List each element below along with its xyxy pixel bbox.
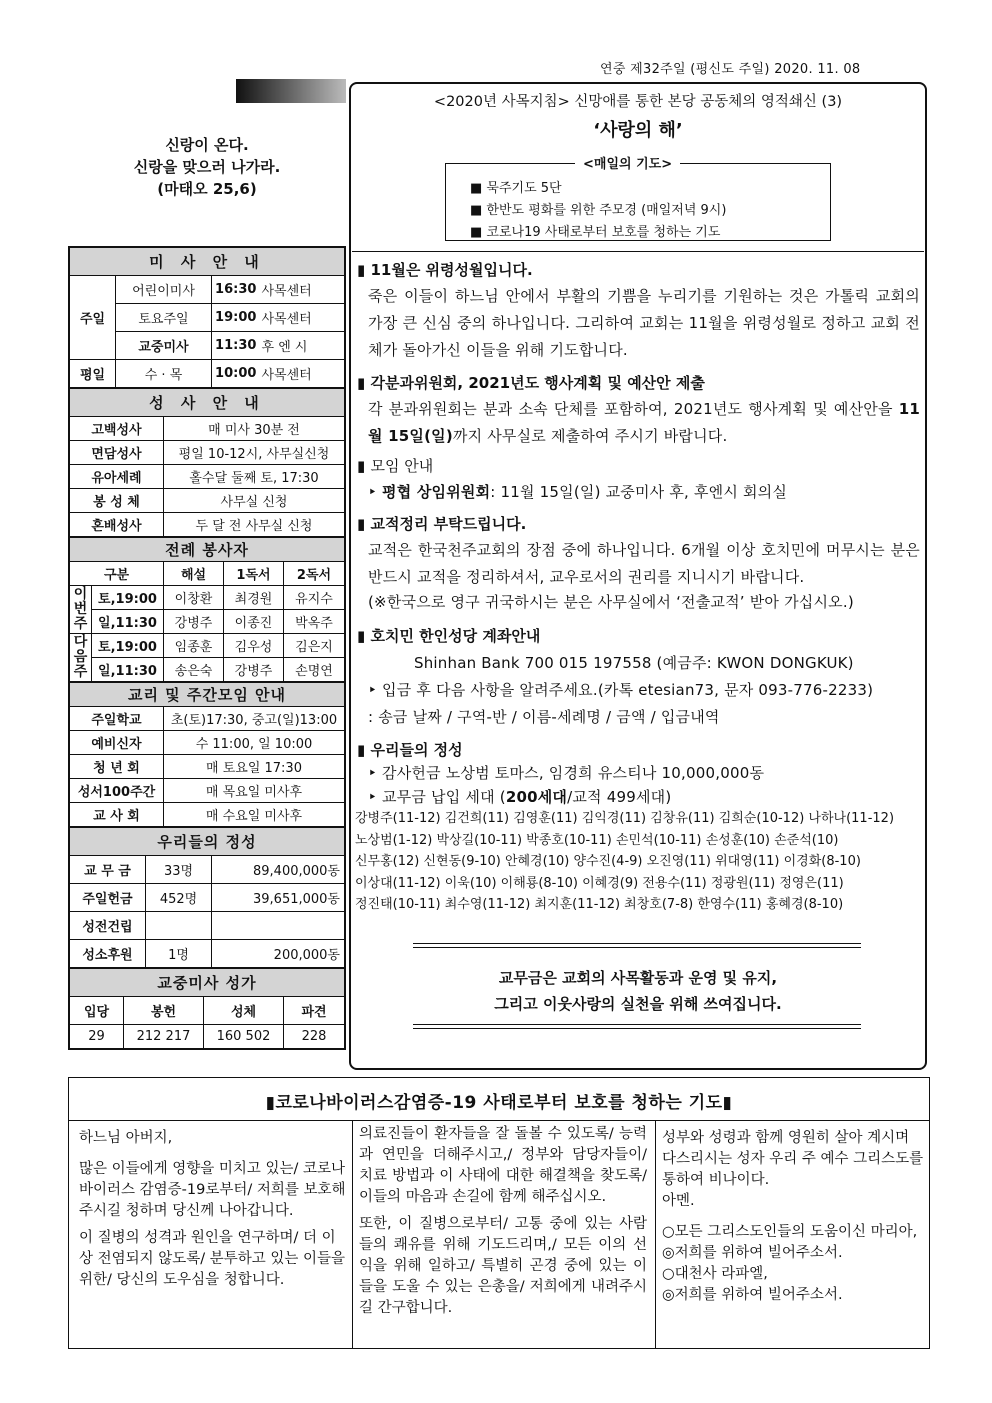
mass-time: 11:30: [212, 332, 260, 360]
offering-name: 성소후원: [70, 940, 146, 968]
notice-heading: ▮ 모임 안내: [357, 457, 434, 475]
hymn-header: 봉헌: [124, 997, 204, 1025]
divider: [352, 251, 924, 252]
mass-name: 어린이미사: [116, 276, 212, 304]
mass-time: 19:00: [212, 304, 260, 332]
server-day: 일,11:30: [92, 658, 164, 682]
mass-place: 후 엔 시: [260, 332, 345, 360]
sunday-label: 주일: [70, 276, 116, 360]
hymn-header: 입당: [70, 997, 124, 1025]
hymn-number: 212 217: [124, 1025, 204, 1049]
offering-name: 주일헌금: [70, 884, 146, 912]
server-name: 송은숙: [164, 658, 224, 682]
list-item: 신무홍(12) 신현동(9-10) 안혜경(10) 양수진(4-9) 오진영(11) 위대영(11) 이경화(8-10): [355, 854, 861, 869]
col-header: 해설: [164, 562, 224, 586]
pastoral-guideline-subtitle: ‘사랑의 해’: [593, 120, 683, 141]
notice-note: (※한국으로 영구 귀국하시는 분은 사무실에서 ‘전출교적’ 받아 가십시오.): [368, 593, 854, 611]
bullet-bar-icon: ▮: [357, 457, 371, 475]
server-name: 이창환: [164, 586, 224, 610]
sacrament-name: 유아세례: [70, 465, 164, 489]
hymn-number: 228: [284, 1025, 345, 1049]
server-name: 손명연: [284, 658, 345, 682]
doctrine-value: 초(토)17:30, 중고(일)13:00: [164, 707, 345, 731]
server-day: 토,19:00: [92, 634, 164, 658]
sacrament-guide-title: 성 사 안 내: [70, 389, 345, 417]
notice-heading: ▮ 각분과위원회, 2021년도 행사계획 및 예산안 제출: [357, 374, 705, 392]
offering-name: 성전건립: [70, 912, 146, 940]
doctrine-value: 매 토요일 17:30: [164, 755, 345, 779]
notice-body: 각 분과위원회는 분과 소속 단체를 포함하여, 2021년도 행사계획 및 예산안을 11월 15일(일)까지 사무실로 제출하여 주시기 바랍니다.: [368, 400, 920, 445]
hymn-header: 성체: [204, 997, 284, 1025]
prayer-paragraph: 성부와 성령과 함께 영원히 살아 계시며 다스리시는 성자 우리 주 예수 그리스도를 통하여 비나이다.: [662, 1130, 924, 1188]
divider: [413, 1024, 861, 1029]
gospel-line-1: 신랑이 온다.: [165, 136, 249, 154]
notice-body: ‣ 평협 상임위원회: 11월 15일(일) 교중미사 후, 후엔시 회의실: [368, 483, 788, 501]
offering-amount: 200,000동: [212, 940, 345, 968]
offering-name: 교 무 금: [70, 856, 146, 884]
sacrament-name: 고백성사: [70, 417, 164, 441]
bullet-icon: ■: [470, 203, 487, 218]
offerings-table: [69, 827, 345, 968]
prayer-line: ◎저희를 위하여 빌어주소서.: [662, 1287, 843, 1303]
list-item: 노상범(1-12) 박상길(10-11) 박종호(10-11) 손민석(10-11) 손성훈(10) 손준석(10): [355, 832, 839, 848]
bullet-icon: ■: [470, 181, 487, 196]
notice-heading: ▮ 호치민 한인성당 계좌안내: [357, 627, 541, 645]
gospel-verse: [68, 134, 346, 200]
mass-time: 16:30: [212, 276, 260, 304]
doctrine-name: 예비신자: [70, 731, 164, 755]
sacrament-name: 봉 성 체: [70, 489, 164, 513]
server-name: 김은지: [284, 634, 345, 658]
offering-count: 1명: [146, 940, 212, 968]
bullet-bar-icon: ▮: [357, 741, 371, 759]
server-name: 임종훈: [164, 634, 224, 658]
offering-count: 33명: [146, 856, 212, 884]
arrow-icon: ‣: [368, 483, 383, 501]
gospel-line-2: 신랑을 맞으러 나가라.: [133, 158, 281, 176]
sacrament-value: 매 미사 30분 전: [164, 417, 345, 441]
hymn-header: 파견: [284, 997, 345, 1025]
sacrament-guide-table: [69, 388, 345, 537]
gospel-section-title: 오늘의 복음말씀: [88, 84, 211, 102]
this-week-label: 이번주: [70, 586, 92, 634]
notice-body: : 송금 날짜 / 구역-반 / 이름-세례명 / 금액 / 입금내역: [368, 708, 720, 726]
mass-name: 토요주일: [116, 304, 212, 332]
column-divider: [655, 1120, 656, 1349]
hymn-number: 29: [70, 1025, 124, 1049]
liturgy-servers-table: [69, 537, 345, 682]
server-day: 일,11:30: [92, 610, 164, 634]
bullet-bar-icon: ▮: [357, 374, 371, 392]
bullet-bar-icon: ▮: [357, 261, 371, 279]
prayer-column-2: [359, 1124, 647, 1319]
column-divider: [352, 1120, 353, 1349]
doctrine-name: 성서100주간: [70, 779, 164, 803]
col-header: 구분: [70, 562, 164, 586]
prayer-column-3: [662, 1128, 924, 1306]
list-item: ■ 코로나19 사태로부터 보호를 청하는 기도: [470, 225, 721, 240]
list-item: 이상대(11-12) 이욱(10) 이해룡(8-10) 이혜경(9) 전용수(11) 정광원(11) 정영은(11): [355, 875, 844, 891]
notice-heading: ▮ 11월은 위령성월입니다.: [357, 261, 533, 279]
notice-body: 교적은 한국천주교회의 장점 중에 하나입니다. 6개월 이상 호치민에 머무시는 분은 반드시 교적을 정리하셔서, 교우로서의 권리를 지니시기 바랍니다.: [368, 541, 920, 586]
sacrament-name: 혼배성사: [70, 513, 164, 537]
weekday-label: 평일: [70, 360, 116, 388]
parish-info-panel: [68, 246, 346, 1050]
offering-count: [146, 912, 212, 940]
hymns-title: 교중미사 성가: [70, 969, 345, 997]
list-item: 정진태(10-11) 최수영(11-12) 최지훈(11-12) 최창호(7-8) 한영수(11) 홍혜경(8-10): [355, 897, 844, 912]
hymns-table: [69, 968, 345, 1049]
notice-body: ‣ 교무금 납입 세대 (200세대/교적 499세대): [368, 788, 672, 806]
mass-name: 수 · 목: [116, 360, 212, 388]
mass-time: 10:00: [212, 360, 260, 388]
server-name: 이종진: [224, 610, 284, 634]
bullet-bar-icon: ▮: [357, 627, 371, 645]
prayer-paragraph: 의료진들이 환자들을 잘 돌볼 수 있도록/ 능력과 연민을 더해주시고,/ 정부와 담당자들이/ 치료 방법과 이 사태에 대한 해결책을 찾도록/ 이들의 마음과 손길에 함께 해주십시오.: [359, 1126, 647, 1205]
bullet-icon: ■: [470, 225, 487, 240]
offering-amount: [212, 912, 345, 940]
list-item: ■ 한반도 평화를 위한 주모경 (매일저녁 9시): [470, 203, 727, 218]
prayer-paragraph: 하느님 아버지,: [79, 1130, 173, 1146]
server-name: 박옥주: [284, 610, 345, 634]
prayer-paragraph: 많은 이들에게 영향을 미치고 있는/ 코로나 바이러스 감염증-19로부터/ 저희를 보호해주시길 청하며 당신께 나아갑니다.: [79, 1161, 346, 1219]
bank-account: Shinhan Bank 700 015 197558 (예금주: KWON DONGKUK): [414, 654, 854, 672]
sacrament-value: 두 달 전 사무실 신청: [164, 513, 345, 537]
prayer-line: ◎저희를 위하여 빌어주소서.: [662, 1245, 843, 1261]
bullet-bar-icon: ▮: [357, 515, 371, 533]
bulletin-date: 연중 제32주일 (평신도 주일) 2020. 11. 08: [600, 62, 861, 77]
sacrament-name: 면담성사: [70, 441, 164, 465]
mass-place: 사목센터: [260, 276, 345, 304]
mass-guide-table: [69, 247, 345, 388]
notice-body: 죽은 이들이 하느님 안에서 부활의 기쁨을 누리기를 기원하는 것은 가톨릭 교회의 가장 큰 신심 중의 하나입니다. 그리하여 교회는 11월을 위령성월로 정하고 교회 전체가 돌아가신 이들을 위해 기도합니다.: [368, 287, 920, 359]
doctrine-table: [69, 682, 345, 827]
doctrine-value: 매 목요일 미사후: [164, 779, 345, 803]
prayer-column-1: [79, 1128, 347, 1291]
sacrament-value: 홀수달 둘째 토, 17:30: [164, 465, 345, 489]
doctrine-title: 교리 및 주간모임 안내: [70, 683, 345, 707]
doctrine-value: 매 수요일 미사후: [164, 803, 345, 827]
doctrine-value: 수 11:00, 일 10:00: [164, 731, 345, 755]
doctrine-name: 교 사 회: [70, 803, 164, 827]
notice-body: ‣ 감사헌금 노상범 토마스, 임경희 유스티나 10,000,000동: [368, 764, 765, 782]
mass-guide-title: 미 사 안 내: [70, 248, 345, 276]
list-item: ■ 묵주기도 5단: [470, 181, 562, 196]
sacrament-value: 사무실 신청: [164, 489, 345, 513]
daily-prayer-list: [470, 178, 726, 244]
donor-names: [355, 808, 923, 916]
prayer-paragraph: 아멘.: [662, 1193, 695, 1209]
sacrament-value: 평일 10-12시, 사무실신청: [164, 441, 345, 465]
list-item: 강병주(11-12) 김건희(11) 김영훈(11) 김익경(11) 김창유(11) 김희순(10-12) 나하나(11-12): [355, 811, 895, 826]
pastoral-guideline-title: <2020년 사목지침> 신망애를 통한 본당 공동체의 영적쇄신 (3): [433, 94, 843, 110]
prayer-line: ○대천사 라파엘,: [662, 1266, 768, 1282]
prayer-line: ○모든 그리스도인들의 도움이신 마리아,: [662, 1224, 918, 1240]
server-name: 강병주: [224, 658, 284, 682]
server-name: 김우성: [224, 634, 284, 658]
offerings-title: 우리들의 정성: [70, 828, 345, 856]
gospel-line-3: (마태오 25,6): [157, 180, 257, 198]
next-week-label: 다음주: [70, 634, 92, 682]
mass-place: 사목센터: [260, 360, 345, 388]
covid-prayer-title: ▮코로나바이러스감염증-19 사태로부터 보호를 청하는 기도▮: [265, 1093, 733, 1113]
notice-heading: ▮ 우리들의 정성: [357, 741, 463, 759]
server-day: 토,19:00: [92, 586, 164, 610]
mass-place: 사목센터: [260, 304, 345, 332]
notice-body: ‣ 입금 후 다음 사항을 알려주세요.(카톡 etesian73, 문자 093-776-2233): [368, 681, 874, 699]
col-header: 1독서: [224, 562, 284, 586]
divider: [413, 943, 861, 948]
server-name: 최경원: [224, 586, 284, 610]
offering-count: 452명: [146, 884, 212, 912]
closing-message: 교무금은 교회의 사목활동과 운영 및 유지, 그리고 이웃사랑의 실천을 위해 쓰여집니다.: [494, 969, 782, 1013]
offering-amount: 39,651,000동: [212, 884, 345, 912]
server-name: 강병주: [164, 610, 224, 634]
daily-prayer-label: <매일의 기도>: [575, 153, 680, 172]
notice-heading: ▮ 교적정리 부탁드립니다.: [357, 515, 527, 533]
col-header: 2독서: [284, 562, 345, 586]
liturgy-servers-title: 전례 봉사자: [70, 538, 345, 562]
prayer-paragraph: 또한, 이 질병으로부터/ 고통 중에 있는 사람들의 쾌유를 위해 기도드리며,/ 모든 이의 선익을 위해 일하고/ 특별히 곤경 중에 있는 이들을 도울 수 있는 은총을/ 저희에게 내려주시길 간구합니다.: [359, 1216, 647, 1316]
doctrine-name: 주일학교: [70, 707, 164, 731]
divider: [68, 1120, 930, 1121]
offering-amount: 89,400,000동: [212, 856, 345, 884]
hymn-number: 160 502: [204, 1025, 284, 1049]
prayer-paragraph: 이 질병의 성격과 원인을 연구하며/ 더 이상 전염되지 않도록/ 분투하고 있는 이들을 위한/ 당신의 도우심을 청합니다.: [79, 1230, 346, 1288]
mass-name: 교중미사: [116, 332, 212, 360]
doctrine-name: 청 년 회: [70, 755, 164, 779]
server-name: 유지수: [284, 586, 345, 610]
